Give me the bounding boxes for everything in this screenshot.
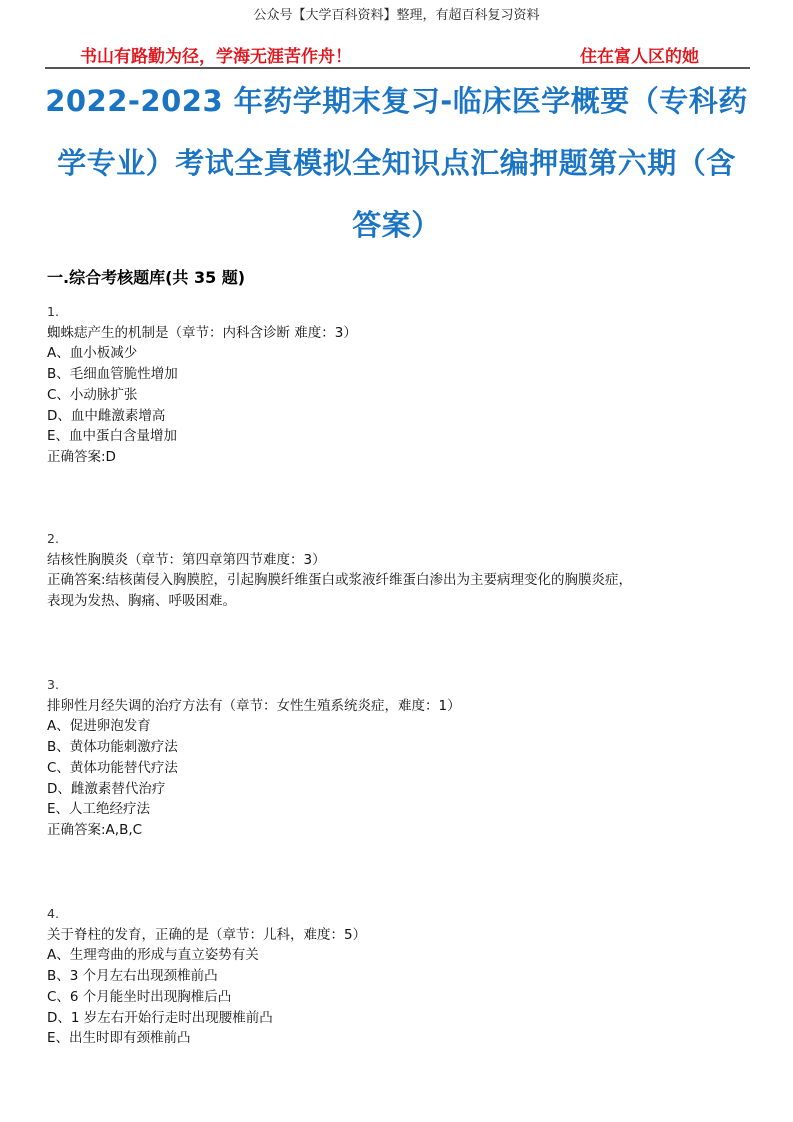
question-stem: 蜘蛛痣产生的机制是（章节：内科含诊断 难度：3） bbox=[47, 324, 357, 341]
question-number: 1. bbox=[47, 304, 59, 319]
question-1 bbox=[47, 302, 757, 468]
source-note: 公众号【大学百科资料】整理，有超百科复习资料 bbox=[253, 8, 540, 23]
option-a: A、生理弯曲的形成与直立姿势有关 bbox=[47, 947, 259, 964]
section-heading: 一.综合考核题库(共 35 题) bbox=[47, 268, 246, 287]
option-d: D、血中雌激素增高 bbox=[47, 407, 166, 424]
title-line-1: 2022-2023 年药学期末复习-临床医学概要（专科药 bbox=[45, 84, 748, 118]
option-e: E、出生时即有颈椎前凸 bbox=[47, 1030, 191, 1047]
document-title bbox=[40, 70, 753, 256]
option-e: E、人工绝经疗法 bbox=[47, 801, 151, 818]
title-line-3: 答案） bbox=[352, 208, 441, 242]
option-c: C、6 个月能坐时出现胸椎后凸 bbox=[47, 988, 232, 1005]
correct-answer: 正确答案:A,B,C bbox=[47, 821, 143, 838]
option-c: C、小动脉扩张 bbox=[47, 386, 138, 403]
question-3 bbox=[47, 675, 757, 841]
slogan-left: 书山有路勤为径，学海无涯苦作舟！ bbox=[80, 47, 352, 67]
option-a: A、促进卵泡发育 bbox=[47, 718, 151, 735]
option-b: B、3 个月左右出现颈椎前凸 bbox=[47, 968, 218, 985]
correct-answer-line-2: 表现为发热、胸痛、呼吸困难。 bbox=[47, 593, 236, 610]
option-e: E、血中蛋白含量增加 bbox=[47, 428, 178, 445]
question-number: 4. bbox=[47, 906, 59, 921]
option-d: D、1 岁左右开始行走时出现腰椎前凸 bbox=[47, 1009, 273, 1026]
slogan-right: 住在富人区的她 bbox=[580, 47, 699, 67]
question-2 bbox=[47, 529, 757, 612]
question-number: 3. bbox=[47, 677, 59, 692]
correct-answer-line-1: 正确答案:结核菌侵入胸膜腔，引起胸膜纤维蛋白或浆液纤维蛋白渗出为主要病理变化的胸膜炎症， bbox=[47, 572, 633, 589]
correct-answer: 正确答案:D bbox=[47, 448, 116, 465]
option-a: A、血小板减少 bbox=[47, 345, 138, 362]
question-stem: 排卵性月经失调的治疗方法有（章节：女性生殖系统炎症，难度：1） bbox=[47, 697, 461, 714]
option-b: B、黄体功能刺激疗法 bbox=[47, 739, 178, 756]
question-4 bbox=[47, 904, 757, 1049]
question-number: 2. bbox=[47, 531, 59, 546]
option-c: C、黄体功能替代疗法 bbox=[47, 759, 178, 776]
header-divider bbox=[45, 67, 750, 69]
option-d: D、雌激素替代治疗 bbox=[47, 780, 166, 797]
question-stem: 关于脊柱的发育，正确的是（章节：儿科，难度：5） bbox=[47, 926, 367, 943]
title-line-2: 学专业）考试全真模拟全知识点汇编押题第六期（含 bbox=[57, 146, 736, 180]
question-stem: 结核性胸膜炎（章节：第四章第四节难度：3） bbox=[47, 551, 326, 568]
option-b: B、毛细血管脆性增加 bbox=[47, 366, 178, 383]
